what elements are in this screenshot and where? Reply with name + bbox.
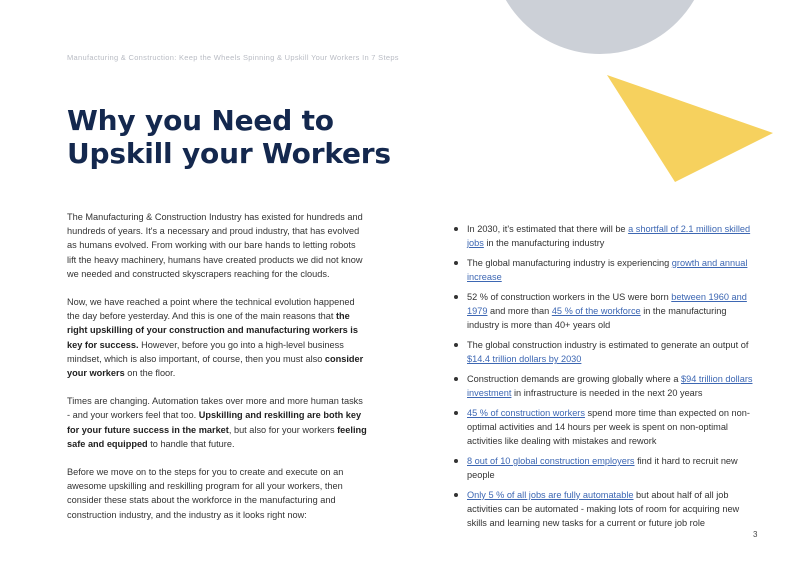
stat-link[interactable]: 45 % of construction workers xyxy=(467,407,585,418)
stat-item xyxy=(453,256,753,284)
stat-text: and more than xyxy=(487,306,552,317)
stat-text: Construction demands are growing globally where a xyxy=(467,373,681,384)
stat-link[interactable]: $94 trillion dollars investment xyxy=(467,373,753,399)
title-line-1: Why you Need to xyxy=(67,104,334,137)
paragraph-text: However, before you go into a high-level business mindset, which is also important, of course, then you must also xyxy=(67,339,344,364)
emphasis-text: feeling safe and equipped xyxy=(67,424,367,449)
paragraph-text: Times are changing. Automation takes over more and more human tasks - and your workers feel that too. xyxy=(67,396,363,421)
paragraph-before-steps: Before we move on to the steps for you to create and execute on an awesome upskilling and reskilling program for all your workers, then consider these stats about the workforce in the manufacturing and construction industry, and the industry as it looks right now: xyxy=(67,467,344,520)
intro-text-column xyxy=(67,210,367,536)
emphasis-text: Upskilling and reskilling are both key for your future success in the market xyxy=(67,410,362,435)
paragraph-text: on the floor. xyxy=(124,368,176,379)
yellow-triangle-decoration xyxy=(607,75,773,182)
stat-text: in the manufacturing industry is more than 40+ years old xyxy=(467,306,727,331)
paragraph-evolution xyxy=(67,295,367,380)
stat-link[interactable]: between 1960 and 1979 xyxy=(467,291,747,317)
stat-link[interactable]: a shortfall of 2.1 million skilled jobs xyxy=(467,224,751,249)
stats-list xyxy=(453,222,753,536)
page-number: 3 xyxy=(753,530,758,539)
running-header: Manufacturing & Construction: Keep the Wheels Spinning & Upskill Your Workers In 7 Steps xyxy=(67,53,399,62)
stat-item xyxy=(453,290,753,333)
emphasis-text: consider your workers xyxy=(67,353,364,379)
grey-ring-decoration xyxy=(520,0,680,25)
emphasis-text: the right upskilling of your construction and manufacturing workers is key for success. xyxy=(67,311,358,350)
stat-text: The global construction industry is estimated to generate an output of xyxy=(467,339,749,350)
stat-item xyxy=(453,454,753,482)
stat-item xyxy=(453,372,753,400)
stat-item xyxy=(453,406,753,449)
stat-text: find it hard to recruit new people xyxy=(467,455,738,481)
stat-link[interactable]: $14.4 trillion dollars by 2030 xyxy=(467,354,582,365)
stat-text: 52 % of construction workers in the US were born xyxy=(467,291,672,302)
paragraph-text: , but also for your workers xyxy=(228,424,338,435)
stat-text: in infrastructure is needed in the next 20 years xyxy=(511,388,703,399)
stat-link[interactable]: 8 out of 10 global construction employers xyxy=(467,455,635,466)
stat-link[interactable]: growth and annual increase xyxy=(467,257,748,283)
paragraph-automation xyxy=(67,394,367,451)
title-line-2: Upskill your Workers xyxy=(67,137,391,170)
stat-item xyxy=(453,222,753,250)
page-title xyxy=(67,104,391,170)
paragraph-history: The Manufacturing & Construction Industry has existed for hundreds and hundreds of years. It's a necessary and proud industry, that has evolved as humans evolved. From working with our bare hands to letting robots lift the heavy machinery, humans have created products we did not know we needed and constructed skyscrapers reaching for the clouds. xyxy=(67,212,363,279)
stat-link[interactable]: Only 5 % of all jobs are fully automatable xyxy=(467,489,634,500)
paragraph-text: Now, we have reached a point where the technical evolution happened the day before yesterday. And this is one of the main reasons that xyxy=(67,297,355,322)
stat-item xyxy=(453,488,753,531)
stat-text: In 2030, it's estimated that there will be xyxy=(467,224,629,234)
stat-text: spend more time than expected on non-optimal activities and 14 hours per week is spent on non-optimal activities like dealing with mistakes and rework xyxy=(467,407,750,447)
stat-text: but about half of all job activities can be automated - making lots of room for acquiring new skills and learning new tasks for a current or future job role xyxy=(467,489,740,529)
stat-text: in the manufacturing industry xyxy=(483,238,605,249)
paragraph-text: to handle that future. xyxy=(147,438,235,449)
stat-link[interactable]: 45 % of the workforce xyxy=(551,306,641,317)
stat-text: The global manufacturing industry is experiencing xyxy=(467,257,672,268)
stat-item xyxy=(453,338,753,366)
